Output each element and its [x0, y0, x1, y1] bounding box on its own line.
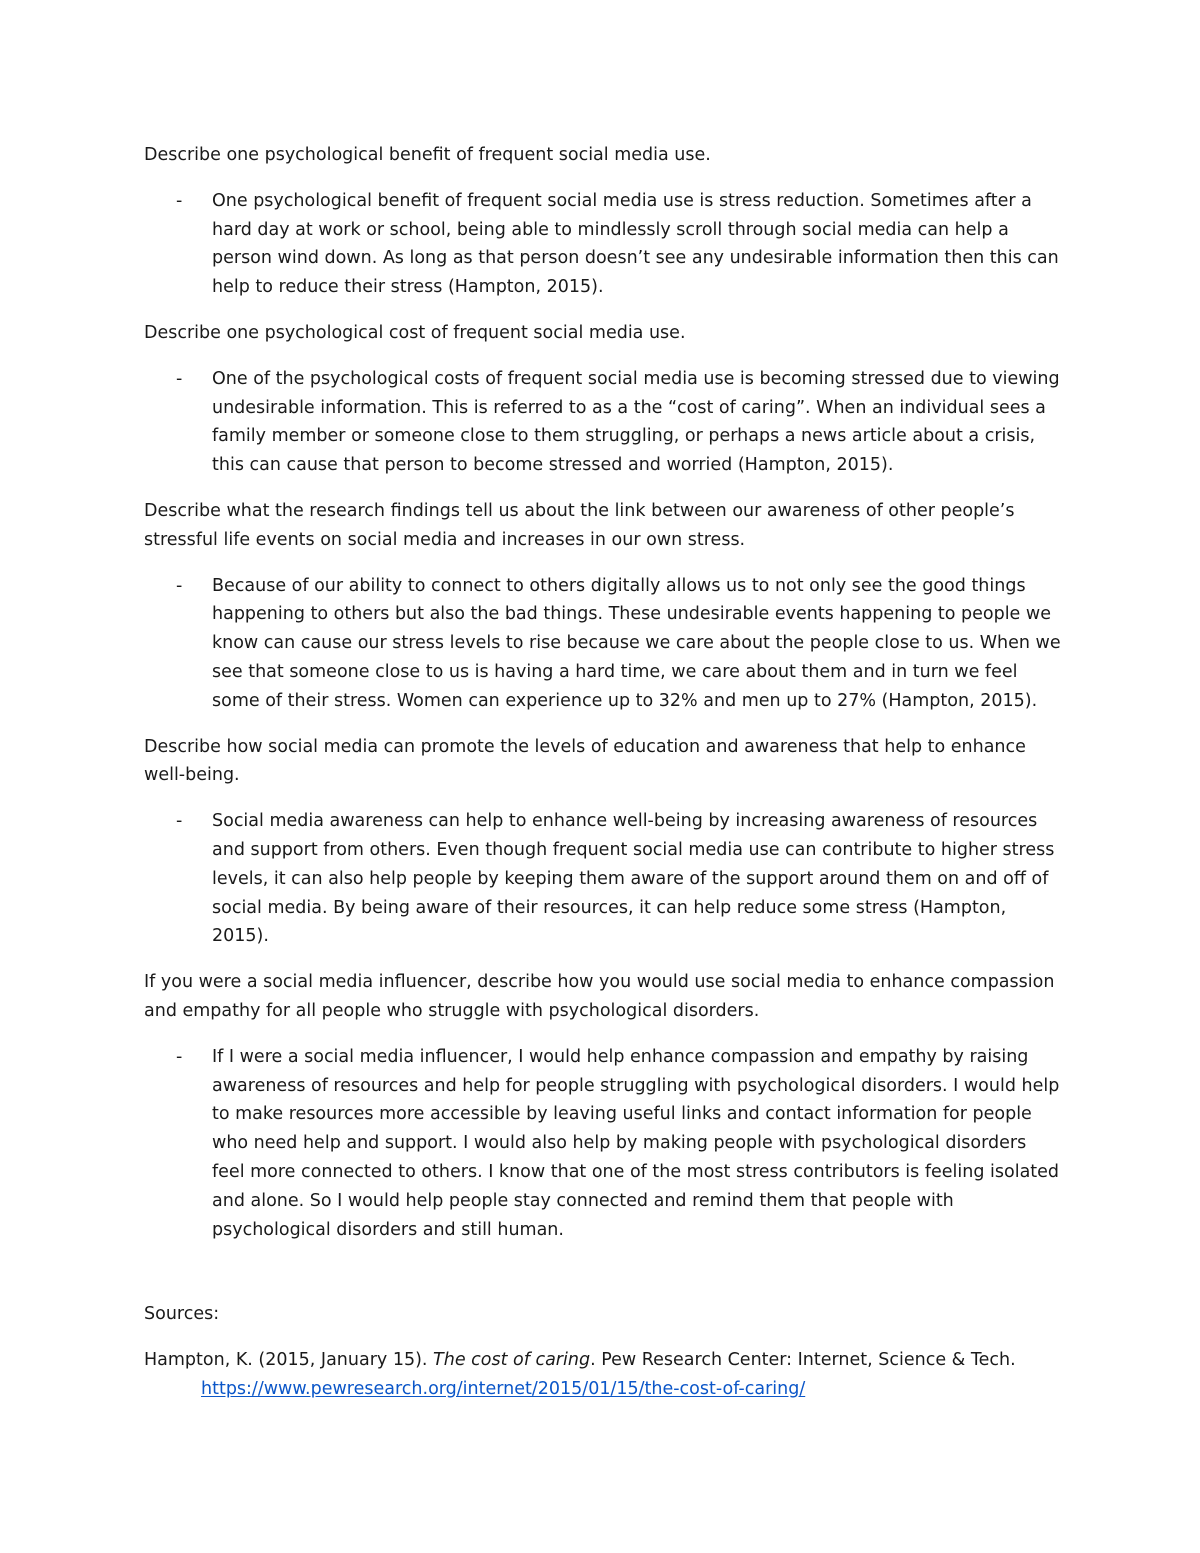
question-5: If you were a social media influencer, describe how you would use social media to enhance compassion and empathy for all people who struggle with psychological disorders.: [144, 972, 1055, 1021]
question-1: Describe one psychological benefit of frequent social media use.: [144, 145, 711, 165]
reference-prefix: Hampton, K. (2015, January 15).: [144, 1350, 434, 1371]
bullet-dash: -: [176, 1046, 183, 1067]
document-body: [144, 141, 1064, 1404]
bullet-dash: -: [176, 190, 183, 211]
answer-5: [144, 1043, 1064, 1245]
reference-entry: [144, 1346, 1064, 1404]
answer-5-text: If I were a social media influencer, I would help enhance compassion and empathy by raising awareness of resources and help for people struggling with psychological disorders. I would help to make resources more accessible by leaving useful links and contact information for people who need help and support. I would also help by making people with psychological disorders feel more connected to others. I know that one of the most stress contributors is feeling isolated and alone. So I would help people stay connected and remind them that people with psychological disorders and still human.: [212, 1046, 1060, 1240]
bullet-dash: -: [176, 368, 183, 389]
answer-3-text: Because of our ability to connect to others digitally allows us to not only see the good things happening to others but also the bad things. These undesirable events happening to people we know can cause our stress levels to rise because we care about the people close to us. When we see that someone close to us is having a hard time, we care about them and in turn we feel some of their stress. Women can experience up to 32% and men up to 27% (Hampton, 2015).: [212, 575, 1061, 711]
answer-4-text: Social media awareness can help to enhance well-being by increasing awareness of resources and support from others. Even though frequent social media use can contribute to higher stress levels, it can also help people by keeping them aware of the support around them on and off of social media. By being aware of their resources, it can help reduce some stress (Hampton, 2015).: [212, 811, 1055, 947]
answer-4: [144, 807, 1064, 951]
answer-2: [144, 365, 1064, 480]
answer-1: [144, 187, 1064, 302]
answer-3: [144, 572, 1064, 716]
bullet-dash: -: [176, 811, 183, 832]
reference-link[interactable]: https://www.pewresearch.org/internet/2015/01/15/the-cost-of-caring/: [201, 1378, 806, 1399]
question-3: Describe what the research findings tell us about the link between our awareness of other people’s stressful life events on social media and increases in our own stress.: [144, 500, 1015, 550]
reference-suffix: . Pew Research Center: Internet, Science & Tech.: [590, 1350, 1016, 1371]
sources-heading: Sources:: [144, 1304, 220, 1325]
question-2: Describe one psychological cost of frequent social media use.: [144, 322, 686, 343]
reference-title: The cost of caring: [433, 1350, 591, 1371]
bullet-dash: -: [176, 575, 183, 596]
question-4: Describe how social media can promote the levels of education and awareness that help to enhance well-being.: [144, 736, 1026, 786]
answer-1-text: One psychological benefit of frequent social media use is stress reduction. Sometimes after a hard day at work or school, being able to mindlessly scroll through social media can help a person wind down. As long as that person doesn’t see any undesirable information then this can help to reduce their stress (Hampton, 2015).: [212, 190, 1059, 298]
answer-2-text: One of the psychological costs of frequent social media use is becoming stressed due to viewing undesirable information. This is referred to as a the “cost of caring”. When an individual sees a family member or someone close to them struggling, or perhaps a news article about a crisis, this can cause that person to become stressed and worried (Hampton, 2015).: [212, 368, 1060, 476]
